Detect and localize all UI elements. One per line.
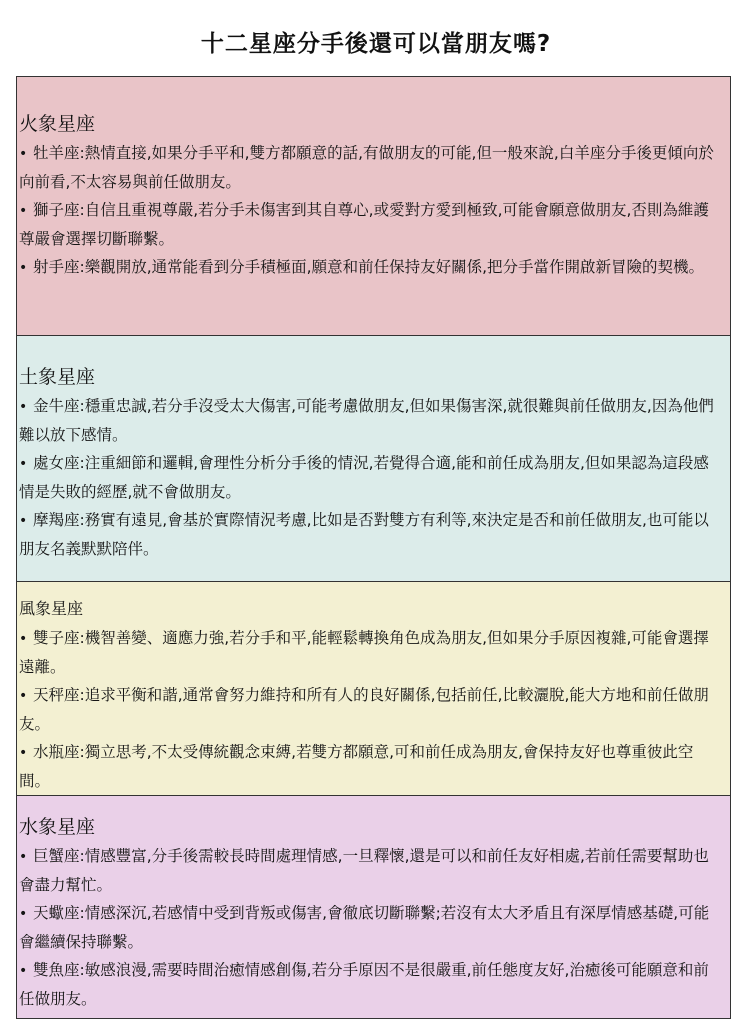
sign-item-leo: [19, 196, 722, 253]
sign-item-aquarius: [19, 738, 722, 795]
sign-item-text: 天蠍座:情感深沉,若感情中受到背叛或傷害,會徹底切斷聯繫;若沒有太大矛盾且有深厚情感基礎,可能會繼續保持聯繫。: [19, 904, 710, 951]
section-heading: 風象星座: [19, 599, 84, 618]
sign-item-scorpio: [19, 899, 722, 956]
sign-item-gemini: [19, 624, 722, 681]
bullet-icon: •: [19, 260, 28, 276]
sign-item-text: 雙魚座:敏感浪漫,需要時間治癒情感創傷,若分手原因不是很嚴重,前任態度友好,治癒後可能願意和前任做朋友。: [19, 961, 709, 1008]
sign-item-taurus: [19, 392, 722, 449]
bullet-icon: •: [19, 688, 28, 704]
sign-item-aries: [19, 139, 722, 196]
page-title: 十二星座分手後還可以當朋友嗎?: [200, 31, 552, 57]
bullet-icon: •: [19, 203, 28, 219]
zodiac-table: [16, 76, 731, 1019]
sign-item-pisces: [19, 956, 722, 1013]
sign-item-capricorn: [19, 506, 722, 563]
section-earth-signs: [17, 336, 730, 582]
sign-item-libra: [19, 681, 722, 738]
bullet-icon: •: [19, 456, 28, 472]
section-air-signs: [17, 582, 730, 796]
section-heading: 土象星座: [19, 366, 96, 388]
sign-item-text: 射手座:樂觀開放,通常能看到分手積極面,願意和前任保持友好關係,把分手當作開啟新冒險的契機。: [33, 258, 705, 276]
section-heading: 火象星座: [19, 113, 96, 135]
bullet-icon: •: [19, 906, 28, 922]
bullet-icon: •: [19, 745, 28, 761]
sign-item-text: 處女座:注重細節和邏輯,會理性分析分手後的情況,若覺得合適,能和前任成為朋友,但如果認為這段感情是失敗的經歷,就不會做朋友。: [19, 454, 709, 501]
sign-item-text: 金牛座:穩重忠誠,若分手沒受太大傷害,可能考慮做朋友,但如果傷害深,就很難與前任做朋友,因為他們難以放下感情。: [19, 397, 714, 444]
sign-item-text: 獅子座:自信且重視尊嚴,若分手未傷害到其自尊心,或愛對方愛到極致,可能會願意做朋友,否則為維護尊嚴會選擇切斷聯繫。: [19, 201, 709, 248]
section-heading: 水象星座: [19, 816, 96, 838]
bullet-icon: •: [19, 849, 28, 865]
sign-item-text: 水瓶座:獨立思考,不太受傳統觀念束縛,若雙方都願意,可和前任成為朋友,會保持友好也尊重彼此空間。: [19, 743, 694, 790]
sign-item-virgo: [19, 449, 722, 506]
bullet-icon: •: [19, 631, 28, 647]
sign-item-sagittarius: [19, 253, 722, 282]
section-water-signs: [17, 796, 730, 1018]
bullet-icon: •: [19, 399, 28, 415]
sign-item-text: 天秤座:追求平衡和諧,通常會努力維持和所有人的良好關係,包括前任,比較灑脫,能大方地和前任做朋友。: [19, 686, 709, 733]
bullet-icon: •: [19, 963, 28, 979]
section-fire-signs: [17, 77, 730, 336]
sign-item-text: 摩羯座:務實有遠見,會基於實際情況考慮,比如是否對雙方有利等,來決定是否和前任做朋友,也可能以朋友名義默默陪伴。: [19, 511, 709, 558]
sign-item-cancer: [19, 842, 722, 899]
sign-item-text: 雙子座:機智善變、適應力強,若分手和平,能輕鬆轉換角色成為朋友,但如果分手原因複雜,可能會選擇遠離。: [19, 629, 709, 676]
sign-item-text: 巨蟹座:情感豐富,分手後需較長時間處理情感,一旦釋懷,還是可以和前任友好相處,若前任需要幫助也會盡力幫忙。: [19, 847, 709, 894]
bullet-icon: •: [19, 146, 28, 162]
sign-item-text: 牡羊座:熱情直接,如果分手平和,雙方都願意的話,有做朋友的可能,但一般來說,白羊座分手後更傾向於向前看,不太容易與前任做朋友。: [19, 144, 714, 191]
bullet-icon: •: [19, 513, 28, 529]
